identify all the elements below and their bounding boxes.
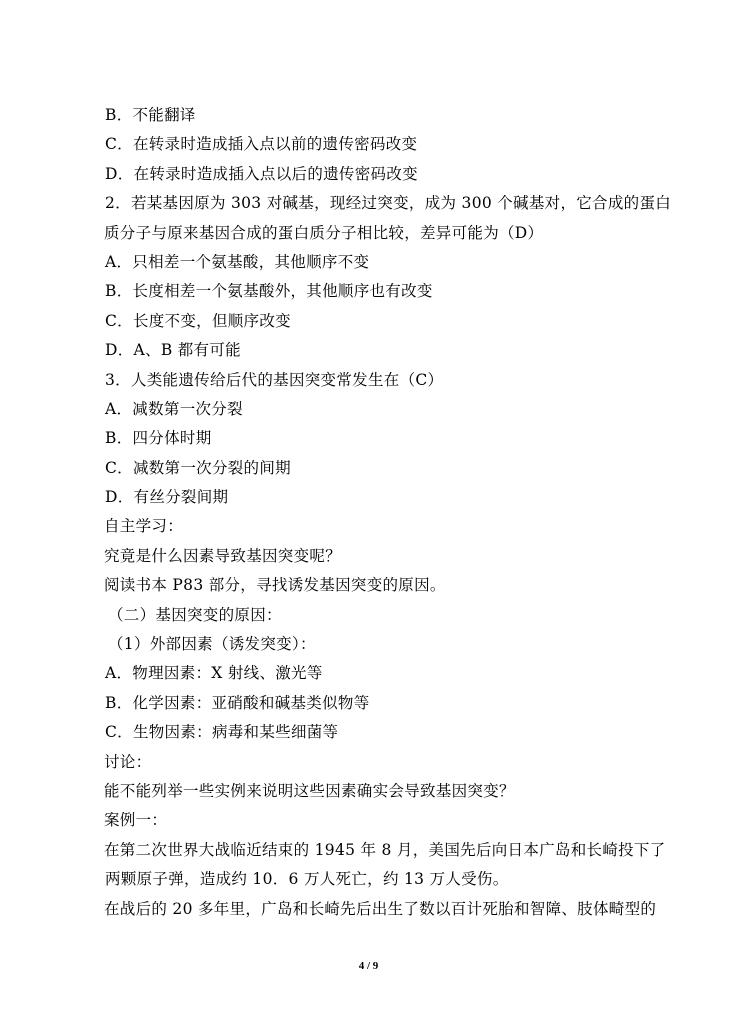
- text-line: 质分子与原来基因合成的蛋白质分子相比较，差异可能为（D）: [104, 223, 544, 242]
- text-line: B．四分体时期: [105, 429, 212, 448]
- text-line: 3．人类能遗传给后代的基因突变常发生在（C）: [105, 370, 444, 389]
- document-body: [0, 101, 737, 924]
- text-line: D．A、B 都有可能: [105, 341, 241, 360]
- text-line: 讨论：: [104, 752, 152, 771]
- text-line: D．有丝分裂间期: [105, 488, 229, 507]
- text-line: C．生物因素：病毒和某些细菌等: [105, 723, 339, 742]
- text-line: D．在转录时造成插入点以后的遗传密码改变: [105, 164, 418, 183]
- text-line: C．在转录时造成插入点以前的遗传密码改变: [105, 135, 418, 154]
- text-line: A．只相差一个氨基酸，其他顺序不变: [105, 252, 370, 271]
- page-number: 4 / 9: [358, 960, 379, 972]
- text-line: 2．若某基因原为 303 对碱基，现经过突变，成为 300 个碱基对，它合成的蛋白: [105, 194, 672, 213]
- text-line: 阅读书本 P83 部分，寻找诱发基因突变的原因。: [104, 576, 446, 595]
- text-line: C．减数第一次分裂的间期: [105, 458, 291, 477]
- text-line: B．化学因素：亚硝酸和碱基类似物等: [105, 693, 370, 712]
- text-line: A．减数第一次分裂: [105, 399, 243, 418]
- text-line: A．物理因素：X 射线、激光等: [105, 664, 323, 683]
- text-line: 究竟是什么因素导致基因突变呢？: [104, 546, 342, 565]
- text-line: B．不能翻译: [105, 106, 196, 124]
- text-line: 自主学习：: [104, 517, 184, 536]
- text-line: （1）外部因素（诱发突变）：: [108, 635, 316, 654]
- text-line: 能不能列举一些实例来说明这些因素确实会导致基因突变？: [104, 781, 515, 800]
- text-line: 在第二次世界大战临近结束的 1945 年 8 月，美国先后向日本广岛和长崎投下了: [104, 840, 666, 859]
- text-line: 案例一：: [104, 811, 168, 830]
- text-line: 在战后的 20 多年里，广岛和长崎先后出生了数以百计死胎和智障、肢体畸型的: [104, 899, 657, 918]
- text-line: 两颗原子弹，造成约 10．6 万人死亡，约 13 万人受伤。: [105, 870, 509, 889]
- text-line: B．长度相差一个氨基酸外，其他顺序也有改变: [105, 282, 433, 301]
- text-line: C．长度不变，但顺序改变: [105, 311, 291, 330]
- text-line: （二）基因突变的原因：: [108, 605, 282, 624]
